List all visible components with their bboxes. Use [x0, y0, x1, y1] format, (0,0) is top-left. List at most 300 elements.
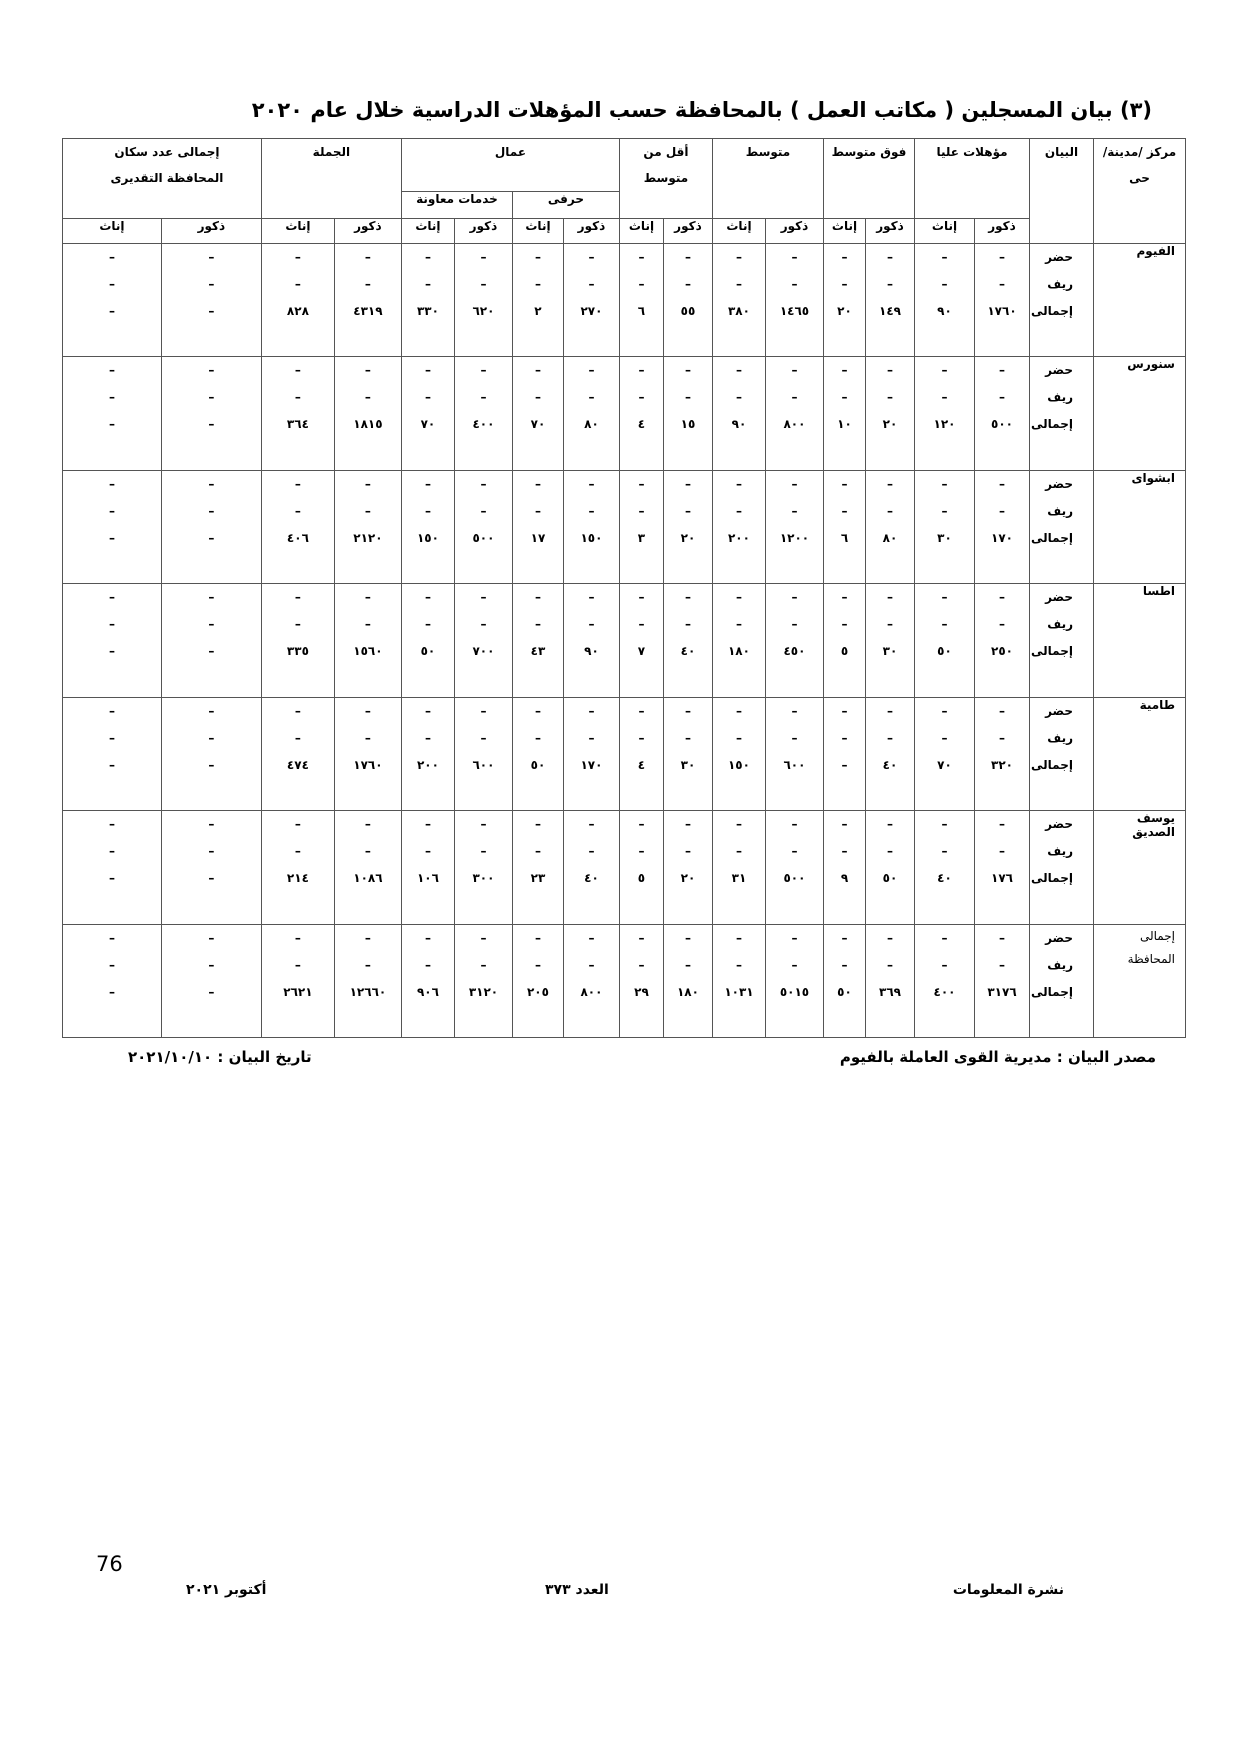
table-body: [63, 244, 1186, 1038]
total-value: ٦: [840, 530, 849, 545]
dash-placeholder: –: [424, 590, 431, 605]
dash-placeholder: –: [364, 390, 371, 405]
total-value: –: [208, 984, 215, 999]
value-cell: [619, 470, 663, 583]
total-value: ١٨٠: [727, 644, 750, 659]
value-cell: [866, 811, 915, 924]
dash-placeholder: –: [588, 503, 595, 518]
dash-placeholder: –: [887, 957, 893, 972]
total-value: ٥٠١٥: [779, 984, 810, 999]
total-value: ٦٢٠: [472, 304, 495, 318]
dash-placeholder: –: [941, 957, 948, 972]
dash-placeholder: –: [294, 930, 301, 945]
value-cell: [823, 924, 865, 1037]
dash-placeholder: –: [424, 476, 431, 491]
dash-placeholder: –: [424, 957, 431, 972]
dash-placeholder: –: [941, 390, 948, 405]
total-value: –: [208, 530, 215, 545]
dash-placeholder: –: [841, 957, 848, 972]
total-value: –: [108, 304, 115, 318]
dash-placeholder: –: [108, 390, 115, 405]
total-value: ٢١٤: [286, 871, 309, 886]
value-cell: [401, 470, 454, 583]
statement-label: ريف: [1047, 277, 1073, 291]
statement-labels: [1030, 924, 1094, 1037]
value-cell: [915, 697, 975, 810]
header-female: إناث: [823, 219, 865, 244]
dash-placeholder: –: [999, 957, 1005, 972]
value-cell: [712, 584, 765, 697]
dash-placeholder: –: [638, 930, 645, 945]
dash-placeholder: –: [684, 703, 691, 718]
dash-placeholder: –: [480, 817, 487, 832]
header-average: متوسط: [712, 139, 823, 219]
header-female: إناث: [63, 219, 162, 244]
dash-placeholder: –: [791, 590, 798, 605]
value-cell: [401, 584, 454, 697]
value-cell: [334, 357, 401, 470]
dash-placeholder: –: [424, 703, 431, 718]
statement-label: إجمالى: [1031, 304, 1073, 318]
statement-label: ريف: [1047, 730, 1073, 745]
dash-placeholder: –: [887, 503, 893, 518]
dash-placeholder: –: [364, 250, 371, 264]
dash-placeholder: –: [480, 503, 487, 518]
total-value: ١٥: [680, 417, 696, 432]
dash-placeholder: –: [684, 476, 691, 491]
dash-placeholder: –: [841, 250, 848, 264]
dash-placeholder: –: [480, 277, 487, 291]
dash-placeholder: –: [588, 930, 595, 945]
header-support: خدمات معاونة: [401, 192, 512, 219]
value-cell: [512, 357, 563, 470]
total-value: ٨٠٠: [580, 984, 603, 999]
dash-placeholder: –: [424, 817, 431, 832]
total-value: ٤: [637, 757, 646, 772]
dash-placeholder: –: [294, 617, 301, 632]
header-male: ذكور: [975, 219, 1030, 244]
statement-label: إجمالى: [1031, 530, 1073, 545]
dash-placeholder: –: [108, 930, 115, 945]
dash-placeholder: –: [108, 250, 115, 264]
total-value: ٤٠: [680, 644, 696, 659]
dash-placeholder: –: [684, 957, 691, 972]
dash-placeholder: –: [294, 817, 301, 832]
value-cell: [512, 811, 563, 924]
total-value: ٢٠٠: [416, 757, 439, 772]
value-cell: [823, 244, 865, 357]
dash-placeholder: –: [887, 390, 893, 405]
total-value: ٤٣: [530, 644, 546, 659]
dash-placeholder: –: [999, 250, 1005, 264]
total-value: ١٠: [837, 417, 852, 432]
value-cell: [866, 924, 915, 1037]
value-cell: [401, 697, 454, 810]
statement-label: إجمالى: [1031, 757, 1073, 772]
dash-placeholder: –: [480, 957, 487, 972]
total-value: ٩: [840, 871, 849, 886]
dash-placeholder: –: [294, 390, 301, 405]
dash-placeholder: –: [424, 930, 431, 945]
dash-placeholder: –: [684, 590, 691, 605]
value-cell: [161, 244, 261, 357]
dash-placeholder: –: [841, 930, 848, 945]
dash-placeholder: –: [108, 844, 115, 859]
dash-placeholder: –: [841, 617, 848, 632]
total-value: ٣١: [731, 871, 747, 886]
dash-placeholder: –: [941, 930, 948, 945]
total-value: ٢٥٠: [991, 644, 1013, 659]
dash-placeholder: –: [941, 277, 948, 291]
value-cell: [161, 584, 261, 697]
dash-placeholder: –: [999, 703, 1005, 718]
value-cell: [619, 584, 663, 697]
dash-placeholder: –: [735, 730, 742, 745]
value-cell: [663, 584, 712, 697]
dash-placeholder: –: [364, 476, 371, 491]
dash-placeholder: –: [424, 844, 431, 859]
dash-placeholder: –: [588, 817, 595, 832]
value-cell: [765, 244, 823, 357]
dash-placeholder: –: [841, 503, 848, 518]
statement-label: ريف: [1047, 503, 1073, 518]
value-cell: [712, 697, 765, 810]
dash-placeholder: –: [941, 476, 948, 491]
dash-placeholder: –: [941, 250, 948, 264]
total-value: ٣٣٠: [416, 304, 439, 318]
value-cell: [663, 244, 712, 357]
total-value: ١٤٩: [879, 304, 901, 318]
total-value: ٤٠: [937, 871, 952, 886]
dash-placeholder: –: [941, 703, 948, 718]
value-cell: [866, 697, 915, 810]
total-value: ٢٧٠: [580, 304, 603, 318]
dash-placeholder: –: [999, 363, 1005, 378]
value-cell: [563, 357, 619, 470]
total-value: ٩٠٦: [416, 984, 439, 999]
header-female: إناث: [401, 219, 454, 244]
table-row: [63, 470, 1186, 583]
value-cell: [975, 811, 1030, 924]
value-cell: [512, 924, 563, 1037]
value-cell: [161, 470, 261, 583]
dash-placeholder: –: [887, 476, 893, 491]
value-cell: [765, 357, 823, 470]
value-cell: [563, 584, 619, 697]
total-value: ١٧: [530, 530, 546, 545]
dash-placeholder: –: [588, 363, 595, 378]
dash-placeholder: –: [534, 817, 541, 832]
total-value: –: [108, 530, 115, 545]
dash-placeholder: –: [480, 250, 487, 264]
dash-placeholder: –: [841, 363, 848, 378]
value-cell: [334, 697, 401, 810]
dash-placeholder: –: [791, 703, 798, 718]
header-male: ذكور: [866, 219, 915, 244]
dash-placeholder: –: [364, 817, 371, 832]
value-cell: [161, 697, 261, 810]
dash-placeholder: –: [941, 730, 948, 745]
dash-placeholder: –: [480, 617, 487, 632]
dash-placeholder: –: [638, 730, 645, 745]
dash-placeholder: –: [588, 590, 595, 605]
dash-placeholder: –: [791, 503, 798, 518]
dash-placeholder: –: [999, 277, 1005, 291]
total-value: ٥٠٠: [783, 871, 806, 886]
value-cell: [823, 697, 865, 810]
dash-placeholder: –: [791, 250, 798, 264]
dash-placeholder: –: [999, 590, 1005, 605]
total-value: ٢٣: [530, 871, 546, 886]
dash-placeholder: –: [941, 844, 948, 859]
dash-placeholder: –: [887, 930, 893, 945]
total-value: ٥٠: [837, 984, 852, 999]
dash-placeholder: –: [588, 844, 595, 859]
value-cell: [619, 357, 663, 470]
dash-placeholder: –: [208, 590, 215, 605]
header-craft: حرفى: [512, 192, 619, 219]
page-number: 76: [96, 1552, 123, 1576]
total-value: ٢٠: [882, 417, 898, 432]
value-cell: [765, 470, 823, 583]
value-cell: [663, 811, 712, 924]
dash-placeholder: –: [480, 730, 487, 745]
dash-placeholder: –: [294, 250, 301, 264]
dash-placeholder: –: [534, 250, 541, 264]
dash-placeholder: –: [480, 844, 487, 859]
value-cell: [823, 470, 865, 583]
value-cell: [866, 357, 915, 470]
value-cell: [563, 811, 619, 924]
dash-placeholder: –: [638, 703, 645, 718]
value-cell: [663, 697, 712, 810]
dash-placeholder: –: [364, 277, 371, 291]
region-name: ابشواى: [1094, 470, 1186, 583]
value-cell: [619, 697, 663, 810]
total-value: ٣: [637, 530, 646, 545]
header-below-average: أقل من متوسط: [619, 139, 712, 219]
dash-placeholder: –: [208, 503, 215, 518]
value-cell: [712, 244, 765, 357]
total-value: ٣٠: [937, 530, 952, 545]
dash-placeholder: –: [735, 363, 742, 378]
table-row: [63, 924, 1186, 1037]
date-note: تاريخ البيان : ٢٠٢١/١٠/١٠: [128, 1048, 312, 1066]
dash-placeholder: –: [424, 390, 431, 405]
dash-placeholder: –: [887, 590, 893, 605]
dash-placeholder: –: [887, 703, 893, 718]
table-row: [63, 244, 1186, 357]
total-value: ٢١٢٠: [353, 530, 383, 545]
total-value: ١٧٦: [991, 871, 1013, 886]
total-value: ٥٠: [530, 757, 546, 772]
dash-placeholder: –: [588, 703, 595, 718]
header-male: ذكور: [161, 219, 261, 244]
dash-placeholder: –: [108, 957, 115, 972]
dash-placeholder: –: [108, 617, 115, 632]
total-value: ١٠٨٦: [353, 871, 383, 886]
table-row: [63, 811, 1186, 924]
total-value: –: [208, 417, 215, 432]
value-cell: [915, 584, 975, 697]
dash-placeholder: –: [999, 817, 1005, 832]
dash-placeholder: –: [364, 590, 371, 605]
dash-placeholder: –: [999, 617, 1005, 632]
value-cell: [261, 697, 334, 810]
total-value: ٣٣٥: [286, 644, 309, 659]
value-cell: [261, 357, 334, 470]
dash-placeholder: –: [208, 703, 215, 718]
statement-labels: [1030, 244, 1094, 357]
value-cell: [261, 924, 334, 1037]
value-cell: [663, 924, 712, 1037]
region-name: طامية: [1094, 697, 1186, 810]
value-cell: [915, 357, 975, 470]
total-value: ٥: [637, 871, 646, 886]
statement-label: حضر: [1045, 817, 1073, 832]
statement-label: حضر: [1045, 590, 1073, 605]
header-statement: البيان: [1030, 139, 1094, 244]
dash-placeholder: –: [534, 930, 541, 945]
dash-placeholder: –: [294, 844, 301, 859]
dash-placeholder: –: [424, 730, 431, 745]
total-value: ١٢٠: [933, 417, 956, 432]
total-value: ٥٠٠: [991, 417, 1013, 432]
value-cell: [663, 357, 712, 470]
dash-placeholder: –: [841, 476, 848, 491]
total-value: ٨٢٨: [286, 304, 309, 318]
dash-placeholder: –: [735, 277, 742, 291]
total-value: ٣١٧٦: [987, 984, 1017, 999]
dash-placeholder: –: [887, 730, 893, 745]
total-value: ١٨٠: [676, 984, 699, 999]
total-value: ٣١٢٠: [468, 984, 499, 999]
statement-label: إجمالى: [1031, 417, 1073, 432]
value-cell: [161, 924, 261, 1037]
value-cell: [334, 924, 401, 1037]
value-cell: [63, 924, 162, 1037]
dash-placeholder: –: [208, 250, 215, 264]
total-value: ٤: [637, 417, 646, 432]
header-population: إجمالى عدد سكان المحافظة التقديرى: [63, 139, 262, 219]
total-value: ٥٠: [420, 644, 436, 659]
dash-placeholder: –: [364, 730, 371, 745]
dash-placeholder: –: [791, 363, 798, 378]
dash-placeholder: –: [684, 617, 691, 632]
header-male: ذكور: [663, 219, 712, 244]
value-cell: [261, 244, 334, 357]
value-cell: [915, 924, 975, 1037]
dash-placeholder: –: [638, 844, 645, 859]
dash-placeholder: –: [638, 817, 645, 832]
value-cell: [454, 244, 512, 357]
value-cell: [866, 244, 915, 357]
value-cell: [401, 924, 454, 1037]
dash-placeholder: –: [684, 930, 691, 945]
footer-bulletin: نشرة المعلومات: [952, 1582, 1064, 1598]
value-cell: [512, 584, 563, 697]
header-male: ذكور: [334, 219, 401, 244]
value-cell: [712, 924, 765, 1037]
total-value: –: [208, 757, 215, 772]
dash-placeholder: –: [735, 817, 742, 832]
statement-labels: [1030, 357, 1094, 470]
total-value: –: [108, 984, 115, 999]
statement-label: حضر: [1045, 703, 1073, 718]
dash-placeholder: –: [941, 617, 948, 632]
dash-placeholder: –: [588, 476, 595, 491]
total-value: ١٥٠: [416, 530, 439, 545]
total-value: ٢٠: [680, 530, 696, 545]
dash-placeholder: –: [999, 730, 1005, 745]
dash-placeholder: –: [208, 730, 215, 745]
total-value: ٢٦٢١: [283, 984, 313, 999]
dash-placeholder: –: [638, 250, 645, 264]
value-cell: [975, 470, 1030, 583]
value-cell: [975, 697, 1030, 810]
value-cell: [619, 924, 663, 1037]
page-title: (٣) بيان المسجلين ( مكاتب العمل ) بالمحافظة حسب المؤهلات الدراسية خلال عام ٢٠٢٠: [251, 98, 1152, 122]
header-male: ذكور: [454, 219, 512, 244]
dash-placeholder: –: [841, 277, 848, 291]
dash-placeholder: –: [684, 250, 691, 264]
dash-placeholder: –: [791, 390, 798, 405]
total-value: ٧٠: [420, 417, 436, 432]
value-cell: [915, 244, 975, 357]
total-value: ٤٥٠: [783, 644, 806, 659]
total-value: ١٤٦٥: [779, 304, 810, 318]
dash-placeholder: –: [588, 277, 595, 291]
value-cell: [454, 357, 512, 470]
dash-placeholder: –: [534, 476, 541, 491]
value-cell: [63, 811, 162, 924]
dash-placeholder: –: [208, 930, 215, 945]
total-value: ٧٠: [530, 417, 546, 432]
dash-placeholder: –: [424, 363, 431, 378]
dash-placeholder: –: [588, 390, 595, 405]
total-value: ٣٦٩: [879, 984, 901, 999]
dash-placeholder: –: [480, 476, 487, 491]
value-cell: [823, 357, 865, 470]
total-value: ١٥٠: [580, 530, 603, 545]
dash-placeholder: –: [294, 703, 301, 718]
total-value: ١٧٠: [580, 757, 603, 772]
total-value: ٢٠: [680, 871, 696, 886]
header-workers: عمال: [401, 139, 619, 192]
value-cell: [454, 924, 512, 1037]
total-value: ١٥٦٠: [353, 644, 383, 659]
value-cell: [334, 470, 401, 583]
dash-placeholder: –: [208, 844, 215, 859]
dash-placeholder: –: [480, 703, 487, 718]
dash-placeholder: –: [735, 617, 742, 632]
value-cell: [975, 584, 1030, 697]
header-total: الجملة: [261, 139, 401, 219]
dash-placeholder: –: [534, 844, 541, 859]
value-cell: [261, 584, 334, 697]
dash-placeholder: –: [208, 363, 215, 378]
dash-placeholder: –: [534, 390, 541, 405]
total-value: ٣٢٠: [991, 757, 1013, 772]
dash-placeholder: –: [841, 844, 848, 859]
total-value: ٧٠٠: [472, 644, 495, 659]
value-cell: [261, 811, 334, 924]
value-cell: [334, 244, 401, 357]
value-cell: [63, 584, 162, 697]
value-cell: [975, 244, 1030, 357]
dash-placeholder: –: [364, 503, 371, 518]
dash-placeholder: –: [108, 817, 115, 832]
